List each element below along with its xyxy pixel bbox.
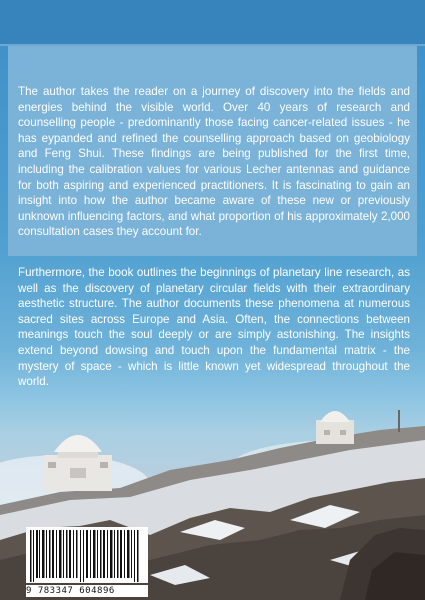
isbn-barcode [26,527,148,583]
barcode-bars [26,527,148,583]
blurb-paragraph-1: The author takes the reader on a journey of discovery into the fields and energies behind the visible world. Over 40 years of research and counselling people - predominantly those facing cancer-related issues - he has eypanded and refined the counselling approach based on geobiology and Feng Shui. These findings are being published for the first time, including the calibration values for various Lecher antennas and guidance for both aspiring and experienced practitioners. It is fascinating to gain an insight into how the author became aware of these new or previously unknown influencing factors, and what proportion of his approximately 2,000 consultation cases they account for. [18,85,410,239]
isbn-digits: 9 783347 604896 [26,585,148,597]
blurb-paragraph-2: Furthermore, the book outlines the beginnings of planetary line research, as well as the discovery of planetary circular fields with their extraordinary aesthetic structure. The author documents these phenomena at numerous sacred sites across Europe and Asia. Often, the connections between meanings touch the soul deeply or are simply astonishing. The insights extend beyond dowsing and touch upon the fundamental matrix - the mystery of space - which is little known yet widespread throughout the world. [18,266,410,389]
